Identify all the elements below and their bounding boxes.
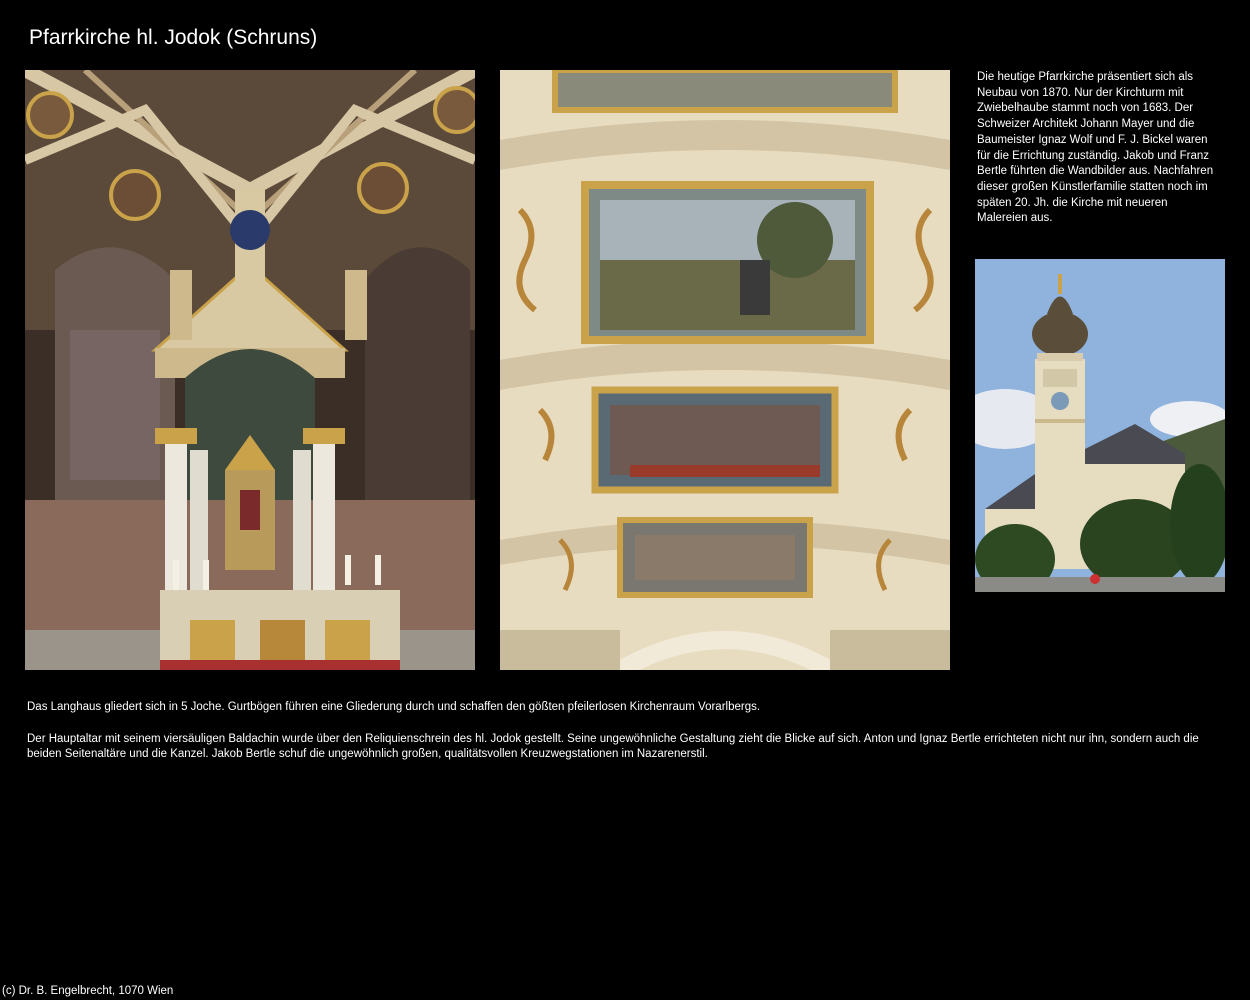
description-paragraph-2: Der Hauptaltar mit seinem viersäuligen Baldachin wurde über den Reliquienschrein des hl. Jodok gestellt. Seine ungewöhnliche Gestaltung zieht die Blicke auf sich. Anton und Ignaz Bertle errichteten nicht nur ihn, sondern auch die beiden Seitenaltäre und die Kanzel. Jakob Bertle schuf die ungewöhnlich großen, qualitätsvollen Kreuzwegstationen im Nazarenerstil. [27,732,1199,761]
church-exterior-photo [975,259,1225,592]
copyright-footer: (c) Dr. B. Engelbrecht, 1070 Wien [2,985,174,997]
description-paragraph-1: Das Langhaus gliedert sich in 5 Joche. Gurtbögen führen eine Gliederung durch und schaffen den gößten pfeilerlosen Kirchenraum Vorarlbergs. [27,701,761,713]
page-title: Pfarrkirche hl. Jodok (Schruns) [29,26,318,49]
intro-text [977,70,1217,227]
ceiling-photo [500,70,950,670]
description [27,700,1217,779]
intro-paragraph: Die heutige Pfarrkirche präsentiert sich als Neubau von 1870. Nur der Kirchturm mit Zwiebelhaube stammt noch von 1683. Der Schweizer Architekt Johann Mayer und die Baumeister Ignaz Wolf und F. J. Bickel waren für die Errichtung zuständig. Jakob und Franz Bertle führten die Wandbilder aus. Nachfahren dieser großen Künstlerfamilie statten noch im späten 20. Jh. die Kirche mit neueren Malereien aus. [977,71,1214,225]
altar-photo [25,70,475,670]
